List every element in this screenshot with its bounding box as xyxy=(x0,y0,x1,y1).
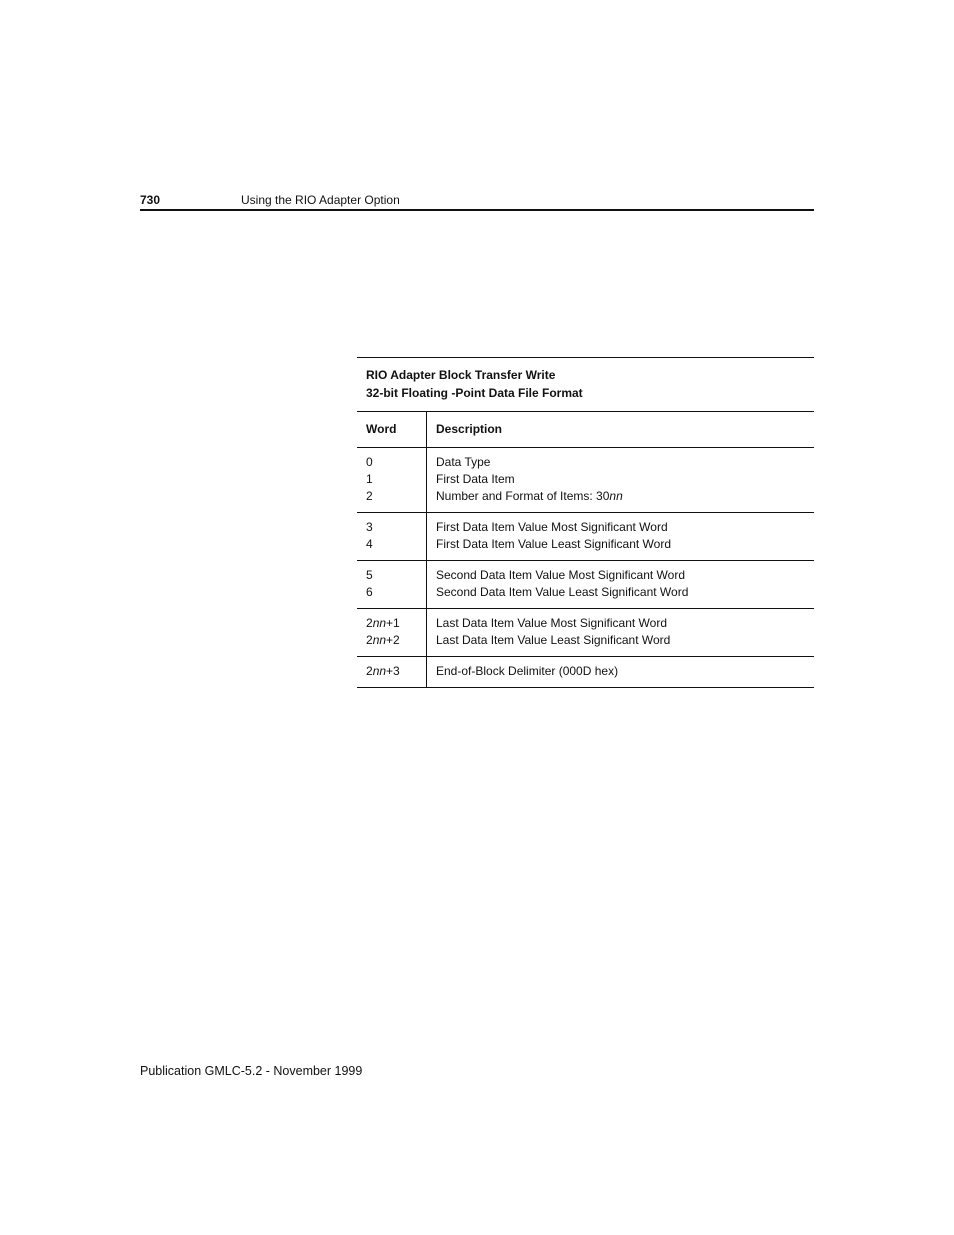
description-text: End-of-Block Delimiter (000D hex) xyxy=(436,664,619,678)
publication-footer: Publication GMLC-5.2 - November 1999 xyxy=(140,1064,363,1078)
word-value: 2nn+2 xyxy=(366,633,400,647)
column-header-description: Description xyxy=(436,422,503,436)
caption-line-1: RIO Adapter Block Transfer Write xyxy=(366,368,556,382)
word-value: 4 xyxy=(366,537,373,551)
description-text: Number and Format of Items: 30nn xyxy=(436,489,623,503)
table-row xyxy=(357,513,814,561)
description-text: Second Data Item Value Most Significant Word xyxy=(436,568,686,582)
word-value: 2 xyxy=(366,489,373,503)
caption-line-2: 32-bit Floating -Point Data File Format xyxy=(366,386,583,400)
word-cell xyxy=(357,609,427,656)
table-row xyxy=(357,448,814,513)
table-header-row xyxy=(357,412,814,448)
word-value: 5 xyxy=(366,568,373,582)
word-cell xyxy=(357,448,427,512)
page-header xyxy=(140,191,814,211)
table-row xyxy=(357,609,814,657)
word-value: 0 xyxy=(366,455,373,469)
word-value: 1 xyxy=(366,472,373,486)
word-cell xyxy=(357,561,427,608)
description-text: First Data Item Value Most Significant Word xyxy=(436,520,668,534)
description-cell xyxy=(427,513,814,560)
table-row xyxy=(357,561,814,609)
description-cell xyxy=(427,657,814,687)
description-text: Second Data Item Value Least Significant Word xyxy=(436,585,689,599)
description-cell xyxy=(427,448,814,512)
description-text: First Data Item xyxy=(436,472,515,486)
description-text: Last Data Item Value Most Significant Word xyxy=(436,616,667,630)
table-caption xyxy=(357,358,814,412)
word-value: 2nn+1 xyxy=(366,616,400,630)
word-value: 2nn+3 xyxy=(366,664,400,678)
description-text: Data Type xyxy=(436,455,491,469)
running-title: Using the RIO Adapter Option xyxy=(241,193,400,207)
word-value: 3 xyxy=(366,520,373,534)
word-cell xyxy=(357,513,427,560)
description-cell xyxy=(427,561,814,608)
data-format-table xyxy=(357,357,814,688)
column-header-word: Word xyxy=(366,422,397,436)
page-number: 730 xyxy=(140,193,161,207)
description-text: Last Data Item Value Least Significant Word xyxy=(436,633,671,647)
description-cell xyxy=(427,609,814,656)
word-cell xyxy=(357,657,427,687)
word-value: 6 xyxy=(366,585,373,599)
description-text: First Data Item Value Least Significant Word xyxy=(436,537,671,551)
table-row xyxy=(357,657,814,688)
